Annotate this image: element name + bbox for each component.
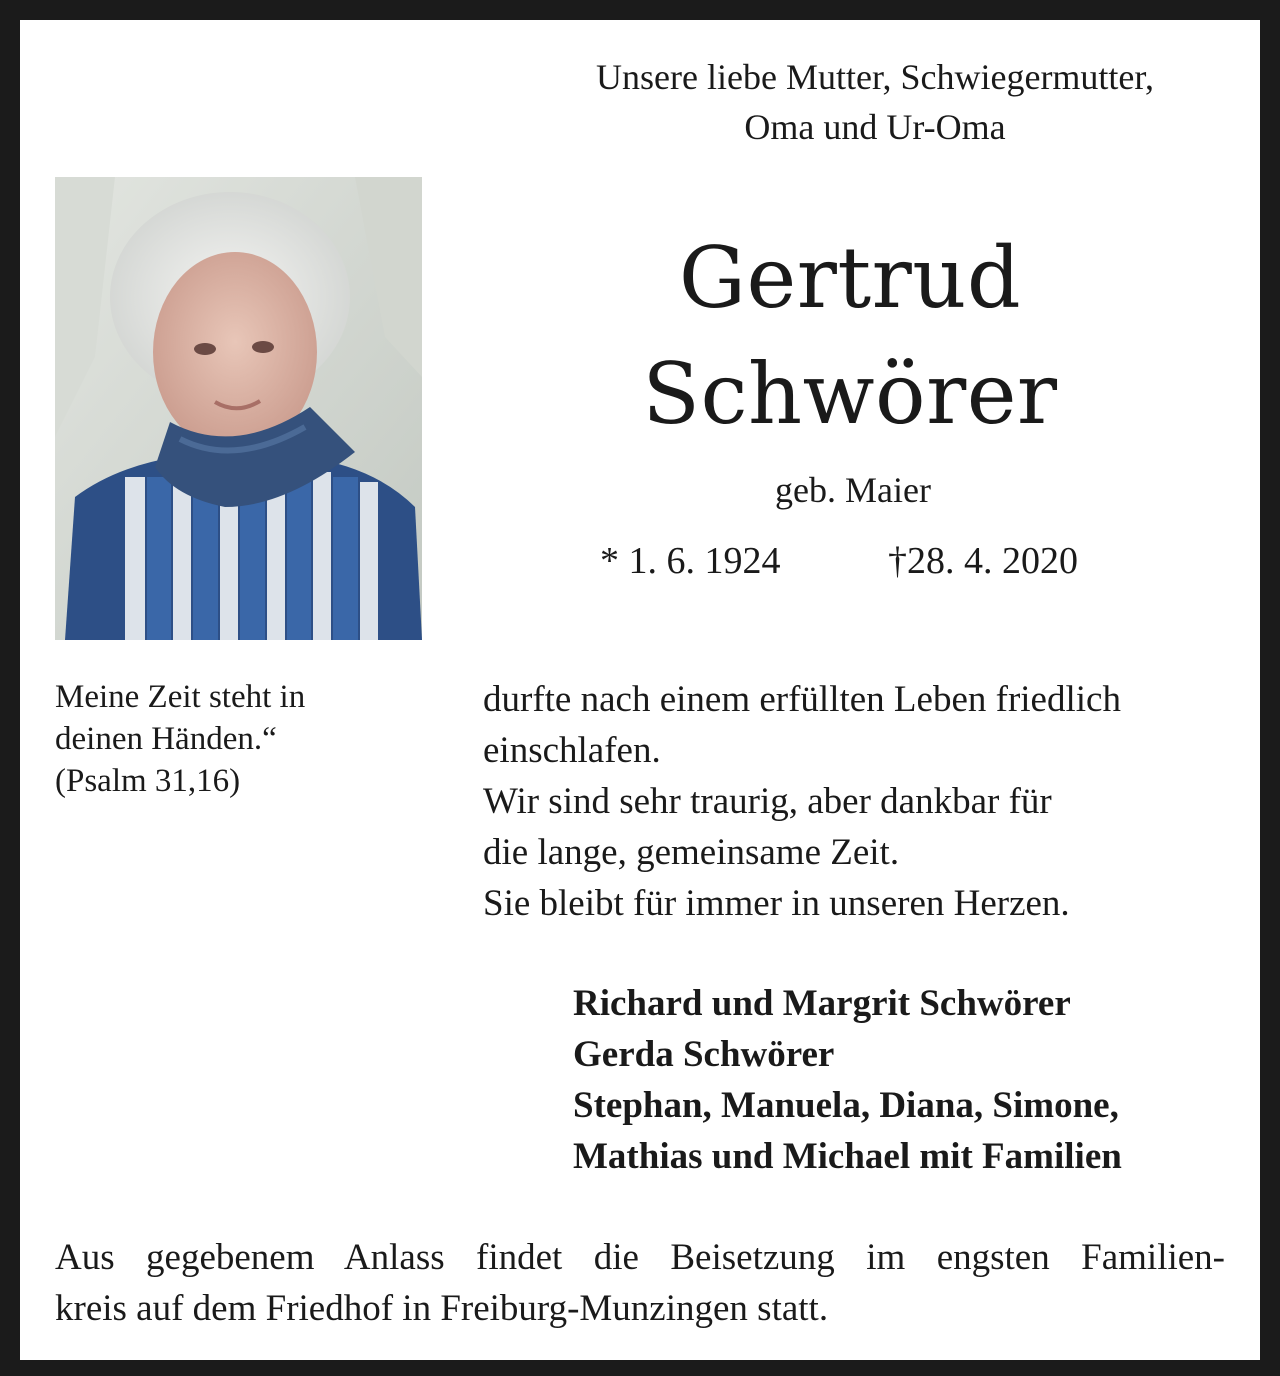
portrait-photo xyxy=(55,177,422,640)
message-line: Wir sind sehr traurig, aber dankbar für xyxy=(483,781,1052,822)
message-line: einschlafen. xyxy=(483,730,661,771)
mourner-line: Richard und Margrit Schwörer xyxy=(573,983,1071,1024)
notice-line-2: kreis auf dem Friedhof in Freiburg-Munzingen statt. xyxy=(55,1288,829,1329)
intro-line-1: Unsere liebe Mutter, Schwiegermutter, xyxy=(596,57,1154,97)
quote-line: Meine Zeit steht in xyxy=(55,679,306,715)
death-date: †28. 4. 2020 xyxy=(888,540,1078,582)
quote-line: deinen Händen.“ xyxy=(55,721,277,757)
burial-notice xyxy=(55,1232,1225,1334)
birth-date: * 1. 6. 1924 xyxy=(600,540,781,582)
first-name: Gertrud xyxy=(678,229,1022,327)
bible-quote xyxy=(55,676,455,802)
deceased-name xyxy=(480,220,1220,452)
intro-line-2: Oma und Ur-Oma xyxy=(744,107,1006,147)
mourner-line: Mathias und Michael mit Familien xyxy=(573,1136,1122,1177)
quote-line: (Psalm 31,16) xyxy=(55,763,241,799)
notice-line-1: Aus gegebenem Anlass findet die Beisetzung im engsten Familien- xyxy=(55,1237,1225,1278)
message-line: Sie bleibt für immer in unseren Herzen. xyxy=(483,883,1070,924)
message-line: die lange, gemeinsame Zeit. xyxy=(483,832,900,873)
mourner-line: Stephan, Manuela, Diana, Simone, xyxy=(573,1085,1119,1126)
obituary-message xyxy=(483,674,1263,929)
mourners-list xyxy=(573,978,1263,1182)
mourner-line: Gerda Schwörer xyxy=(573,1034,835,1075)
birth-name: geb. Maier xyxy=(775,470,931,510)
last-name: Schwörer xyxy=(642,345,1058,443)
message-line: durfte nach einem erfüllten Leben friedlich xyxy=(483,679,1121,720)
intro-text xyxy=(490,52,1260,152)
